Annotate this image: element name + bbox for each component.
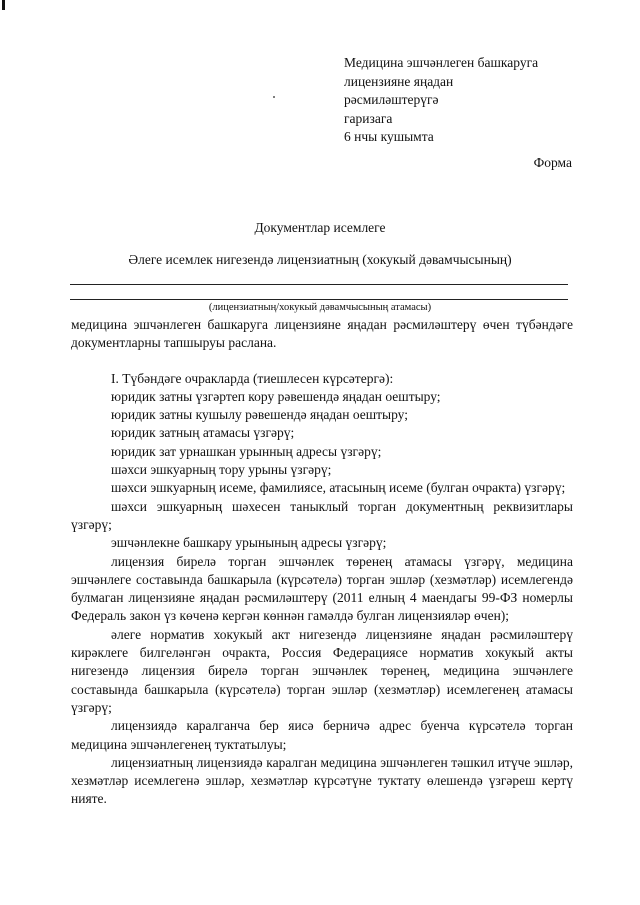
section-heading: I. Түбәндәге очракларда (тиешлесен күрсәтергә): bbox=[111, 370, 394, 386]
document-body bbox=[71, 316, 573, 809]
scan-corner-mark bbox=[2, 0, 5, 10]
list-item: юридик затны кушылу рәвешендә яңадан оештыру; bbox=[111, 407, 409, 423]
list-item: шәхси эшкуарның тору урыны үзгәрү; bbox=[111, 462, 332, 478]
fill-in-caption: (лицензиатның/хокукый дәвамчысының атамасы) bbox=[208, 302, 432, 313]
list-item: әлеге норматив хокукый акт нигезендә лицензияне яңадан рәсмиләштерү кирәклеге билгеләнгән очракта, Россия Федерациясе норматив хокукый акты нигезендә лицензия бирелә торган эшчәнлек төренең, медицина эшчәнлеге составында башкарыла (күрсәтелә) торган эшләр (хезмәтләр) исемлегенең атамасы үзгәрү; bbox=[71, 626, 573, 715]
header-line: гаризага bbox=[344, 110, 393, 126]
header-line: рәсмиләштерүгә bbox=[344, 92, 439, 108]
document-title: Документлар исемлеге bbox=[254, 220, 386, 235]
list-item: шәхси эшкуарның исеме, фамилиясе, атасының исеме (булган очракта) үзгәрү; bbox=[111, 480, 566, 496]
fill-in-line bbox=[70, 284, 568, 285]
intro-paragraph: медицина эшчәнлеген башкаруга лицензияне яңадан рәсмиләштерү өчен түбәндәге документларны тапшыруы раслана. bbox=[71, 317, 573, 351]
document-subtitle: Әлеге исемлек нигезендә лицензиатның (хокукый дәвамчысының) bbox=[128, 252, 512, 267]
header-line: лицензияне яңадан bbox=[344, 73, 454, 89]
list-item: лицензиатның лицензиядә каралган медицина эшчәнлеген тәшкил итүче эшләр, хезмәтләр исемлегенә эшләр, хезмәтләр күрсәтүне туктату өлешендә үзгәреш кертү нияте. bbox=[71, 754, 573, 807]
list-item: юридик затның атамасы үзгәрү; bbox=[111, 425, 295, 441]
list-item: шәхси эшкуарның шәхесен таныклый торган документның реквизитлары үзгәрү; bbox=[71, 498, 573, 532]
scan-dot bbox=[273, 96, 275, 98]
list-item: лицензия бирелә торган эшчәнлек төренең атамасы үзгәрү, медицина эшчәнлеге составында башкарыла (күрсәтелә) торган эшләр (хезмәтләр) исемлегендә булмаган лицензияне яңадан рәсмиләштерү (2011 елның 4 маендагы 99-ФЗ номерлы Федераль закон үз көченә кергән көннән гамәлдә булган лицензияләр өчен); bbox=[71, 553, 573, 624]
form-label: Форма bbox=[533, 155, 572, 170]
header-line: 6 нчы кушымта bbox=[344, 129, 434, 145]
header-line: Медицина эшчәнлеген башкаруга bbox=[344, 55, 539, 70]
fill-in-line bbox=[70, 299, 568, 300]
list-item: юридик зат урнашкан урынның адресы үзгәрү; bbox=[111, 443, 382, 459]
list-item: юридик затны үзгәртеп кору рәвешендә яңадан оештыру; bbox=[111, 388, 441, 404]
list-item: эшчәнлекне башкару урынының адресы үзгәрү; bbox=[111, 535, 387, 551]
list-item: лицензиядә каралганча бер яисә берничә адрес буенча күрсәтелә торган медицина эшчәнлегенең туктатылуы; bbox=[71, 718, 573, 752]
appendix-header bbox=[344, 54, 538, 147]
